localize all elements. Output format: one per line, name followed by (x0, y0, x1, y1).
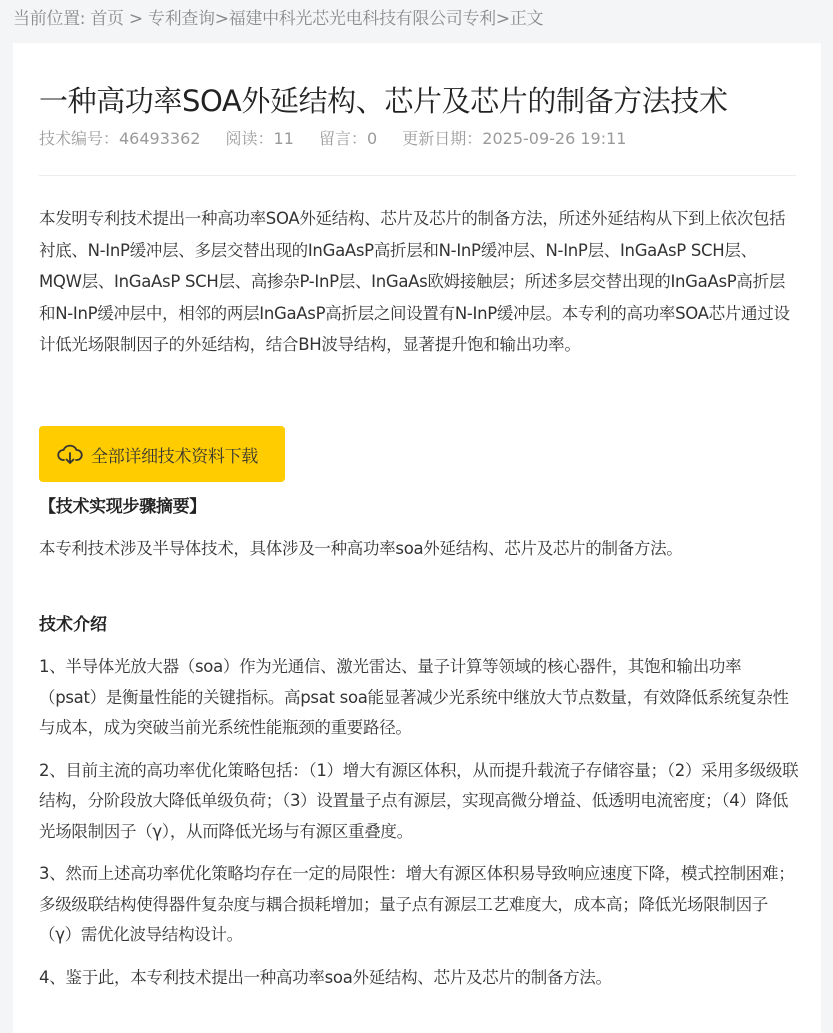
divider (39, 175, 796, 176)
breadcrumb-separator: > (214, 9, 229, 29)
breadcrumb-patent-query-link[interactable]: 专利查询 (147, 9, 215, 29)
breadcrumb-home-link[interactable]: 首页 (90, 9, 124, 29)
abstract-text: 本发明专利技术提出一种高功率SOA外延结构、芯片及芯片的制备方法，所述外延结构从下到上依次包括衬底、N-InP缓冲层、多层交替出现的InGaAsP高折层和N-InP缓冲层、N-InP层、InGaAsP SCH层、MQW层、InGaAsP SCH层、高掺杂P-InP层、InGaAs欧姆接触层；所述多层交替出现的InGaAsP高折层和N-InP缓冲层中，相邻的两层InGaAsP高折层之间设置有N-InP缓冲层。本专利的高功率SOA芯片通过设计低光场限制因子的外延结构，结合BH波导结构，显著提升饱和输出功率。 (39, 209, 790, 355)
cloud-download-icon (57, 443, 83, 465)
breadcrumb-prefix: 当前位置: (13, 9, 91, 29)
intro-paragraph-1: 1、半导体光放大器（soa）作为光通信、激光雷达、量子计算等领域的核心器件，其饱和输出功率（psat）是衡量性能的关键指标。高psat soa能显著减少光系统中继放大节点数量，有效降低系统复杂性与成本，成为突破当前光系统性能瓶颈的重要路径。 (39, 657, 789, 737)
breadcrumb-company-link[interactable]: 福建中科光芯光电科技有限公司专利 (228, 9, 496, 29)
intro-paragraph-2: 2、目前主流的高功率优化策略包括：（1）增大有源区体积，从而提升载流子存储容量；（2）采用多级级联结构，分阶段放大降低单级负荷；（3）设置量子点有源层，实现高微分增益、低透明电流密度；（4）降低光场限制因子（γ），从而降低光场与有源区重叠度。 (39, 760, 799, 841)
article-card (13, 43, 821, 1033)
article-meta (39, 126, 646, 149)
intro-list (39, 652, 799, 1005)
breadcrumb (13, 4, 543, 29)
tech-number: 技术编号：46493362 (39, 129, 201, 148)
intro-paragraph-4: 4、鉴于此，本专利技术提出一种高功率soa外延结构、芯片及芯片的制备方法。 (39, 967, 612, 987)
intro-paragraph-3: 3、然而上述高功率优化策略均存在一定的局限性：增大有源区体积易导致响应速度下降，模式控制困难；多级级联结构使得器件复杂度与耦合损耗增加；量子点有源层工艺难度大，成本高；降低光场限制因子（γ）需优化波导结构设计。 (39, 864, 795, 944)
comment-count: 留言：0 (319, 129, 378, 148)
steps-section-title: 【技术实现步骤摘要】 (39, 497, 206, 517)
intro-section-title: 技术介绍 (39, 615, 107, 635)
read-count: 阅读：11 (225, 129, 294, 148)
breadcrumb-separator: > (123, 9, 148, 29)
steps-text: 本专利技术涉及半导体技术，具体涉及一种高功率soa外延结构、芯片及芯片的制备方法。 (39, 539, 683, 558)
download-button-label: 全部详细技术资料下载 (91, 446, 258, 466)
update-date: 更新日期：2025-09-26 19:11 (402, 129, 627, 148)
download-button[interactable] (39, 426, 285, 482)
breadcrumb-separator: > (495, 9, 510, 29)
page-title: 一种高功率SOA外延结构、芯片及芯片的制备方法技术 (39, 84, 728, 118)
breadcrumb-current: 正文 (509, 9, 544, 29)
